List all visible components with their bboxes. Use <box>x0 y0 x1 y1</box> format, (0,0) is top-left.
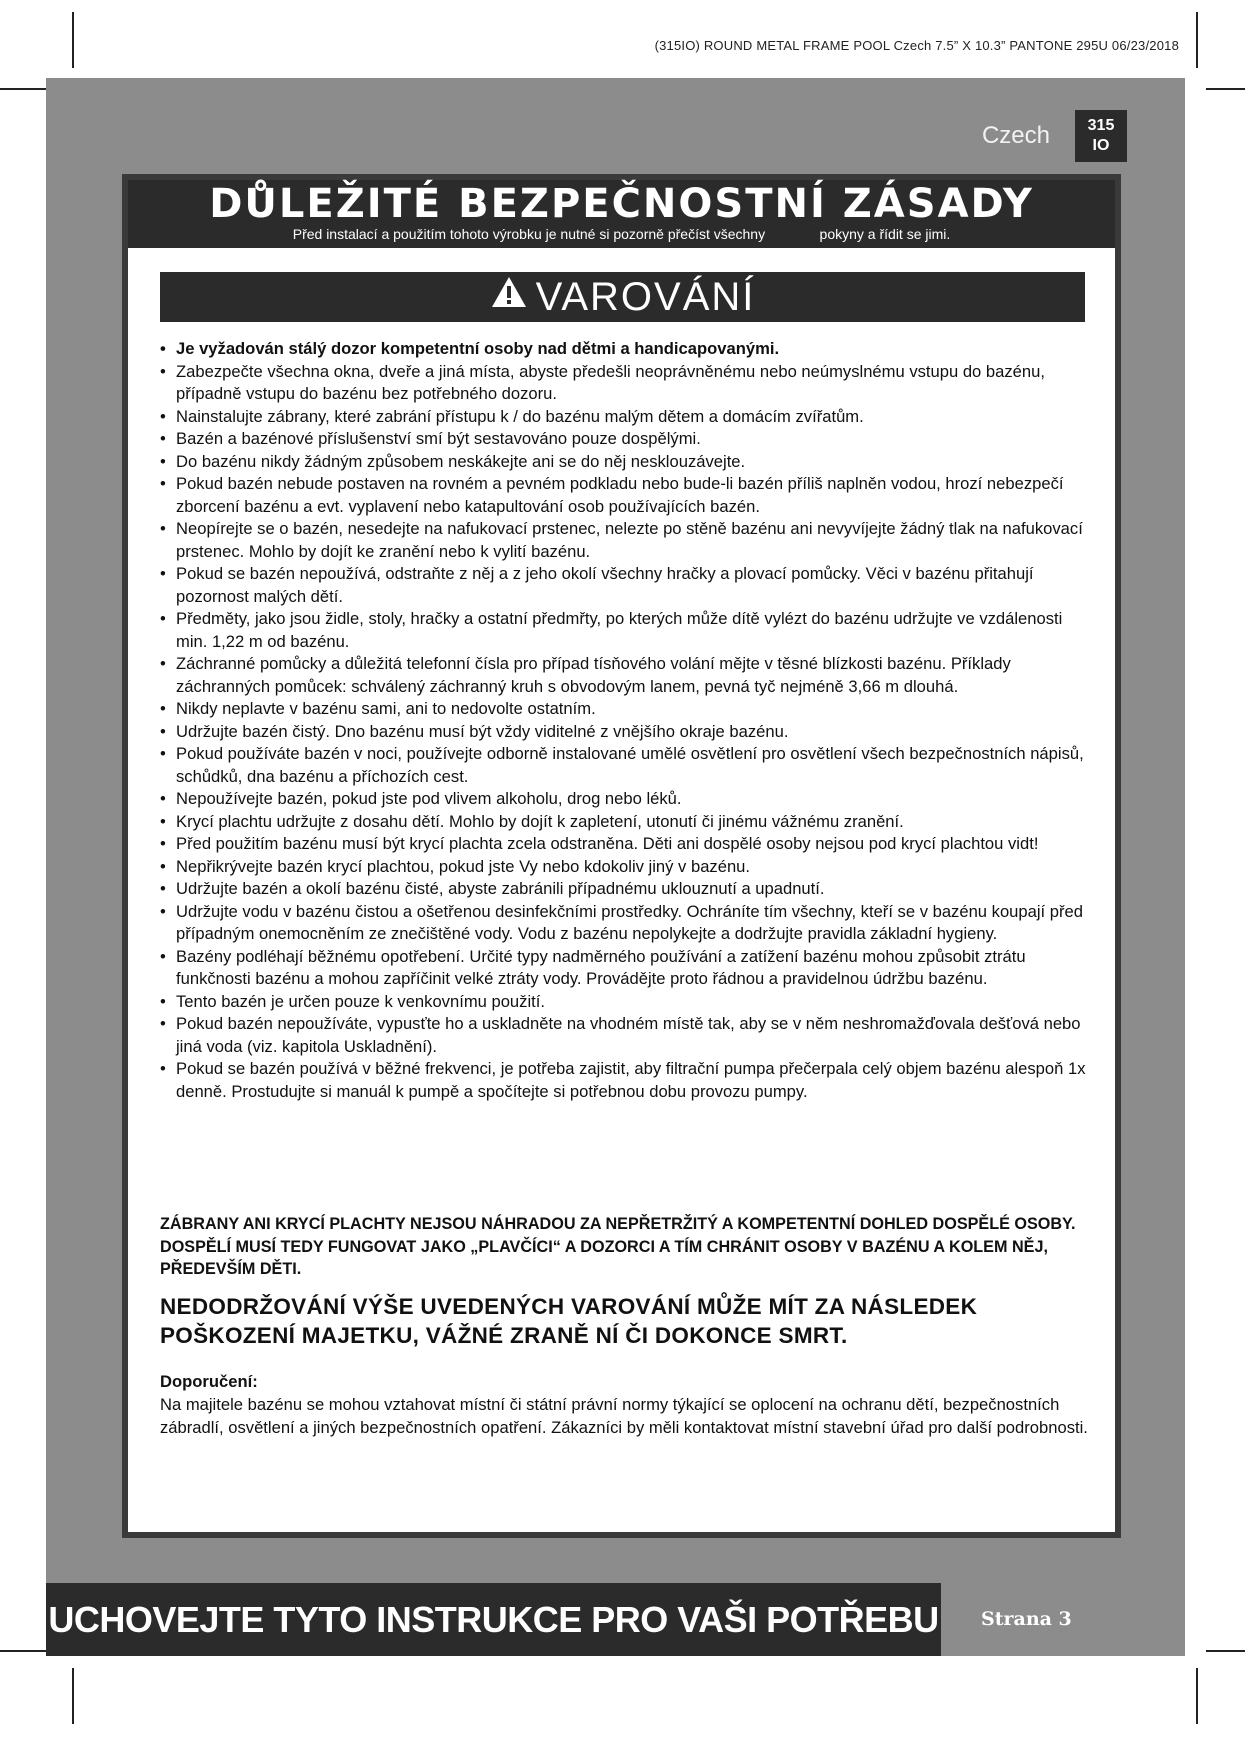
footer-banner: UCHOVEJTE TYTO INSTRUKCE PRO VAŠI POTŘEBU <box>46 1583 941 1656</box>
list-item: • Předměty, jako jsou židle, stoly, hračky a ostatní předmřty, po kterých může dítě vylézt do bazénu udržujte ve vzdálenosti min. 1,22 m od bazénu. <box>160 608 1090 653</box>
crop-mark <box>1206 88 1245 90</box>
list-item: • Zabezpečte všechna okna, dveře a jiná místa, abyste předešli neoprávněnému nebo neúmyslnému vstupu do bazénu, případně vstupu do bazénu bez potřebného dozoru. <box>160 361 1090 406</box>
crop-mark <box>1196 1668 1198 1724</box>
safety-rules-list <box>160 338 1090 1103</box>
list-item: • Nainstalujte zábrany, které zabrání přístupu k / do bazénu malým dětem a domácím zvířatům. <box>160 406 1090 429</box>
list-item: • Pokud používáte bazén v noci, používejte odborně instalované umělé osvětlení pro osvětlení všech bezpečnostních nápisů, schůdků, dna bazénu a příchozích cest. <box>160 743 1090 788</box>
list-item: • Nikdy neplavte v bazénu sami, ani to nedovolte ostatním. <box>160 698 1090 721</box>
list-item: • Bazény podléhají běžnému opotřebení. Určité typy nadměrného používání a zatížení bazénu mohou způsobit ztrátu funkčnosti bazénu a mohou zapříčinit velké ztráty vody. Provádějte proto řádnou a pravidelnou údržbu bazénu. <box>160 946 1090 991</box>
page-subtitle: Před instalací a použitím tohoto výrobku je nutné si pozorně přečíst všechny pokyny a řídit se jimi. <box>292 226 951 242</box>
list-item: • Pokud se bazén používá v běžné frekvenci, je potřeba zajistit, aby filtrační pumpa přečerpala celý objem bazénu alespoň 1x denně. Prostudujte si manuál k pumpě a spočítejte si potřebnou dobu provozu pumpy. <box>160 1058 1090 1103</box>
warning-triangle-icon <box>490 271 528 321</box>
title-bar <box>128 180 1115 248</box>
warning-banner <box>160 272 1085 322</box>
list-item: • Tento bazén je určen pouze k venkovnímu použití. <box>160 991 1090 1014</box>
language-label: Czech <box>981 122 1050 149</box>
list-item: • Udržujte vodu v bazénu čistou a ošetřenou desinfekčními prostředky. Ochráníte tím všechny, kteří se v bazénu koupají před případným onemocněním ze znečištěné vody. Vodu z bazénu nepolykejte a dodržujte pravidla základní hygieny. <box>160 901 1090 946</box>
list-item: • Bazén a bazénové příslušenství smí být sestavováno pouze dospělými. <box>160 428 1090 451</box>
page-title: DŮLEŽITÉ BEZPEČNOSTNÍ ZÁSADY <box>209 181 1034 227</box>
crop-mark <box>72 1668 74 1724</box>
consequence-warning: NEDODRŽOVÁNÍ VÝŠE UVEDENÝCH VAROVÁNÍ MŮŽE MÍT ZA NÁSLEDEK POŠKOZENÍ MAJETKU, VÁŽNÉ ZRANĚ NÍ ČI DOKONCE SMRT. <box>160 1294 978 1348</box>
list-item: • Nepoužívejte bazén, pokud jste pod vlivem alkoholu, drog nebo léků. <box>160 788 1090 811</box>
model-code-line1: 315 <box>1087 117 1115 134</box>
list-item: • Neopírejte se o bazén, nesedejte na nafukovací prstenec, nelezte po stěně bazénu ani nevyvíjejte žádný tlak na nafukovací prstenec. Mohlo by dojít ke zranění nebo k vylití bazénu. <box>160 518 1090 563</box>
list-item: • Nepřikrývejte bazén krycí plachtou, pokud jste Vy nebo kdokoliv jiný v bazénu. <box>160 856 1090 879</box>
list-item: • Udržujte bazén a okolí bazénu čisté, abyste zabránili případnému uklouznutí a upadnutí. <box>160 878 1090 901</box>
list-item: • Je vyžadován stálý dozor kompetentní osoby nad dětmi a handicapovanými. <box>160 338 1090 361</box>
list-item: • Pokud se bazén nepoužívá, odstraňte z něj a z jeho okolí všechny hračky a plovací pomůcky. Věci v bazénu přitahují pozornost malých dětí. <box>160 563 1090 608</box>
page-number: Strana 3 <box>941 1583 1185 1656</box>
model-code-badge <box>1075 110 1127 162</box>
model-code-line2: IO <box>1092 137 1110 154</box>
print-header: (315IO) ROUND METAL FRAME POOL Czech 7.5” X 10.3” PANTONE 295U 06/23/2018 <box>654 38 1179 53</box>
list-item: • Před použitím bazénu musí být krycí plachta zcela odstraněna. Děti ani dospělé osoby nejsou pod krycí plachtou vidt! <box>160 833 1090 856</box>
crop-mark <box>1206 1650 1245 1652</box>
list-item: • Udržujte bazén čistý. Dno bazénu musí být vždy viditelné z vnějšího okraje bazénu. <box>160 721 1090 744</box>
list-item: • Záchranné pomůcky a důležitá telefonní čísla pro případ tísňového volání mějte v těsné blízkosti bazénu. Příklady záchranných pomůcek: schválený záchranný kruh s obvodovým lanem, pevná tyč nejméně 3,66 m dlouhá. <box>160 653 1090 698</box>
safety-panel <box>122 174 1121 1538</box>
list-item: • Do bazénu nikdy žádným způsobem neskákejte ani se do něj nesklouzávejte. <box>160 451 1090 474</box>
crop-mark <box>1196 12 1198 68</box>
warning-label: VAROVÁNÍ <box>535 275 756 319</box>
list-item: • Pokud bazén nepoužíváte, vypusťte ho a uskladněte na vhodném místě tak, aby se v něm neshromažďovala dešťová nebo jiná voda (viz. kapitola Uskladnění). <box>160 1013 1090 1058</box>
supervision-note: ZÁBRANY ANI KRYCÍ PLACHTY NEJSOU NÁHRADOU ZA NEPŘETRŽITÝ A KOMPETENTNÍ DOHLED DOSPĚLÉ OSOBY. DOSPĚLÍ MUSÍ TEDY FUNGOVAT JAKO „PLAVČÍCI“ A DOZORCI A TÍM CHRÁNIT OSOBY V BAZÉNU A KOLEM NĚJ, PŘEDEVŠÍM DĚTI. <box>160 1215 1076 1278</box>
list-item: • Pokud bazén nebude postaven na rovném a pevném podkladu nebo bude-li bazén příliš naplněn vodou, hrozí nebezpečí zborcení bazénu a evt. vyplavení nebo katapultování osob používajících bazén. <box>160 473 1090 518</box>
recommendation-heading: Doporučení: <box>160 1372 258 1391</box>
list-item: • Krycí plachtu udržujte z dosahu dětí. Mohlo by dojít k zapletení, utonutí či jinému vážnému zranění. <box>160 811 1090 834</box>
crop-mark <box>72 12 74 68</box>
recommendation-body: Na majitele bazénu se mohou vztahovat místní či státní právní normy týkající se oplocení na ochranu dětí, bezpečnostních zábradlí, osvětlení a jiných bezpečnostních opatření. Zákazníci by měli kontaktovat místní stavební úřad pro další podrobnosti. <box>160 1395 1088 1437</box>
